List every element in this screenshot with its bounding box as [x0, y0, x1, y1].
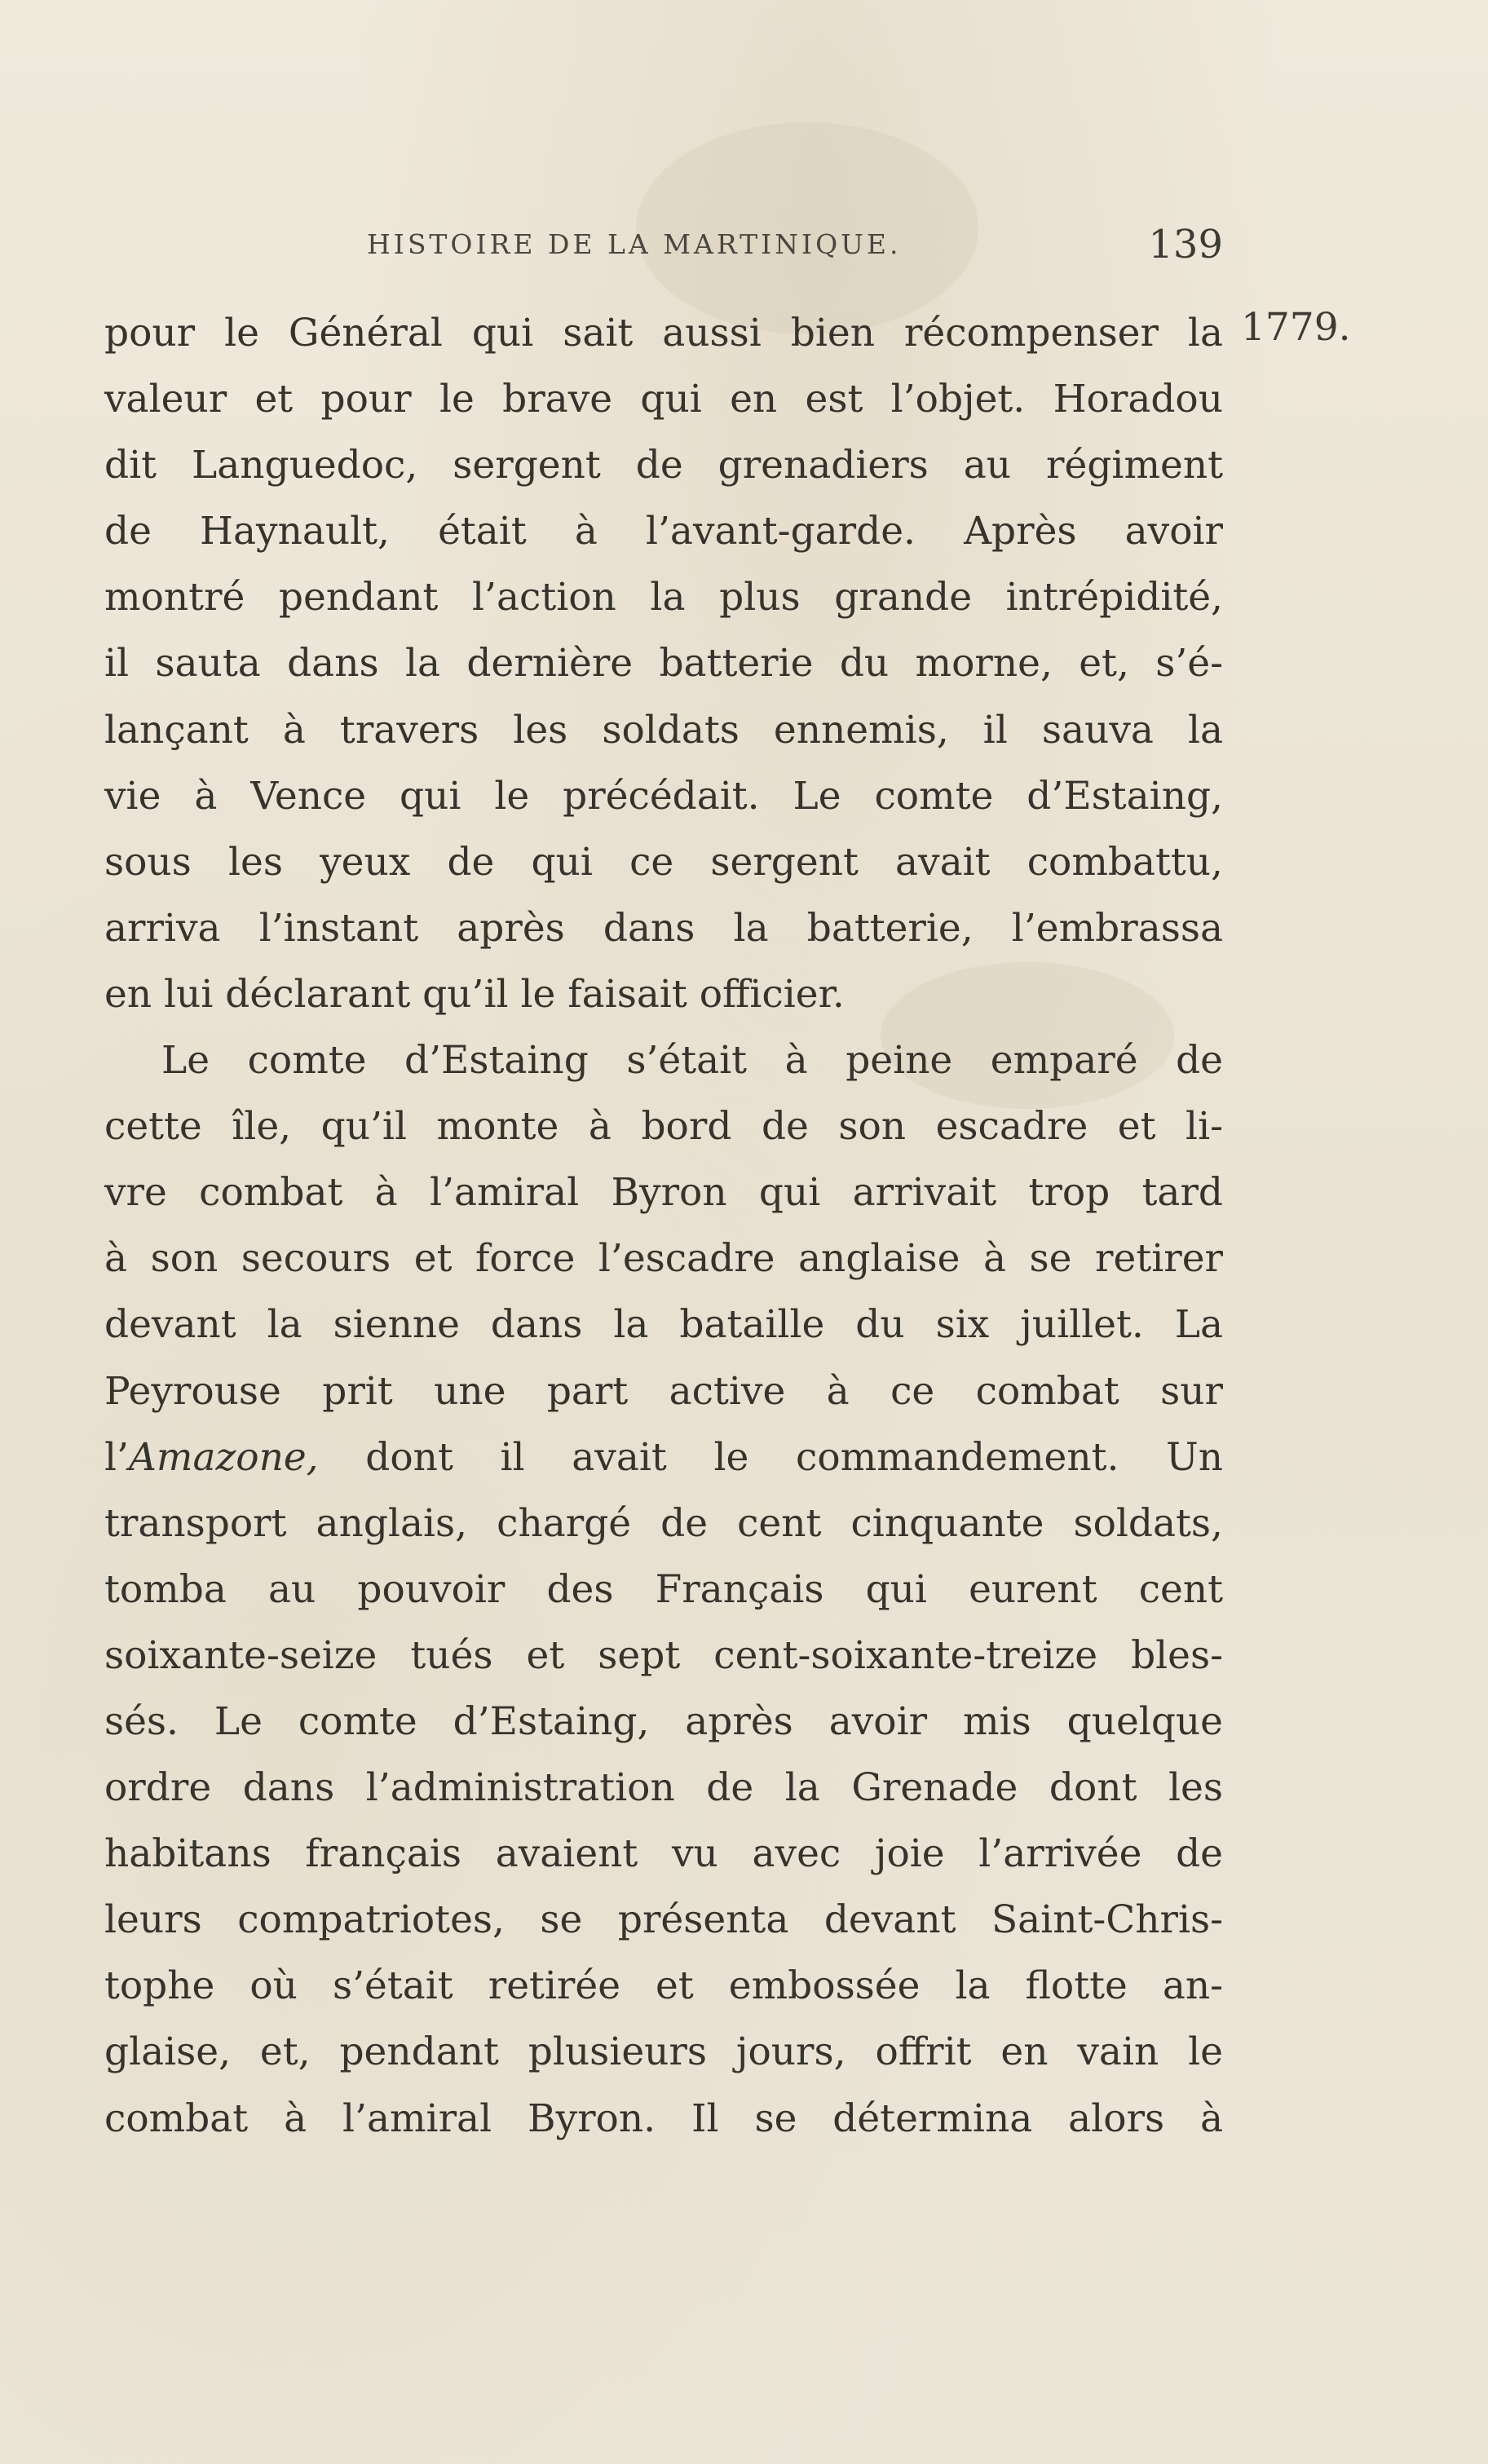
text-line: cette île, qu’il monte à bord de son escadre et li- — [104, 1104, 1223, 1150]
text-line: habitans français avaient vu avec joie l’arrivée de — [104, 1831, 1223, 1877]
running-title: HISTOIRE DE LA MARTINIQUE. — [367, 228, 902, 260]
text-line: il sauta dans la dernière batterie du morne, et, s’é- — [104, 641, 1223, 687]
text-line: Peyrouse prit une part active à ce combat sur — [104, 1368, 1223, 1414]
text-line: montré pendant l’action la plus grande intrépidité, — [104, 575, 1223, 620]
text-line: soixante-seize tués et sept cent-soixante-treize bles- — [104, 1632, 1223, 1678]
text-line: transport anglais, chargé de cent cinquante soldats, — [104, 1500, 1223, 1546]
text-line: sous les yeux de qui ce sergent avait combattu, — [104, 839, 1223, 885]
text-line: sés. Le comte d’Estaing, après avoir mis quelque — [104, 1698, 1223, 1744]
text-line: à son secours et force l’escadre anglaise à se retirer — [104, 1236, 1223, 1282]
text-fragment: dont il avait le commandement. Un — [318, 1434, 1223, 1480]
text-fragment: l’ — [104, 1434, 129, 1480]
ship-name-italic: Amazone, — [128, 1434, 319, 1480]
text-line: tophe où s’était retirée et embossée la flotte an- — [104, 1963, 1223, 2009]
text-line: pour le Général qui sait aussi bien récompenser la — [104, 311, 1223, 355]
text-line: tomba au pouvoir des Français qui eurent cent — [104, 1566, 1223, 1612]
text-line: de Haynault, était à l’avant-garde. Après avoir — [104, 509, 1223, 554]
text-line: devant la sienne dans la bataille du six juillet. La — [104, 1302, 1223, 1348]
paragraph-start-line: Le comte d’Estaing s’était à peine emparé de — [161, 1038, 1223, 1084]
text-line: ordre dans l’administration de la Grenade dont les — [104, 1765, 1223, 1811]
paragraph-end-line: en lui déclarant qu’il le faisait officier. — [104, 971, 845, 1017]
text-line: lançant à travers les soldats ennemis, il sauva la — [104, 707, 1223, 753]
text-line: vre combat à l’amiral Byron qui arrivait trop tard — [104, 1170, 1223, 1216]
text-line-with-italic — [104, 1424, 1223, 1490]
page-number: 139 — [1148, 222, 1223, 267]
text-line: dit Languedoc, sergent de grenadiers au régiment — [104, 443, 1223, 488]
text-line: glaise, et, pendant plusieurs jours, offrit en vain le — [104, 2029, 1223, 2075]
text-line: vie à Vence qui le précédait. Le comte d’Estaing, — [104, 773, 1223, 819]
text-line: combat à l’amiral Byron. Il se détermina alors à — [104, 2095, 1223, 2141]
page-header — [367, 222, 1223, 271]
text-line: valeur et pour le brave qui en est l’objet. Horadou — [104, 377, 1223, 422]
text-line: arriva l’instant après dans la batterie, l’embrassa — [104, 905, 1223, 951]
body-text — [104, 300, 1223, 2152]
text-line: leurs compatriotes, se présenta devant Saint-Chris- — [104, 1897, 1223, 1943]
margin-year: 1779. — [1241, 305, 1351, 350]
